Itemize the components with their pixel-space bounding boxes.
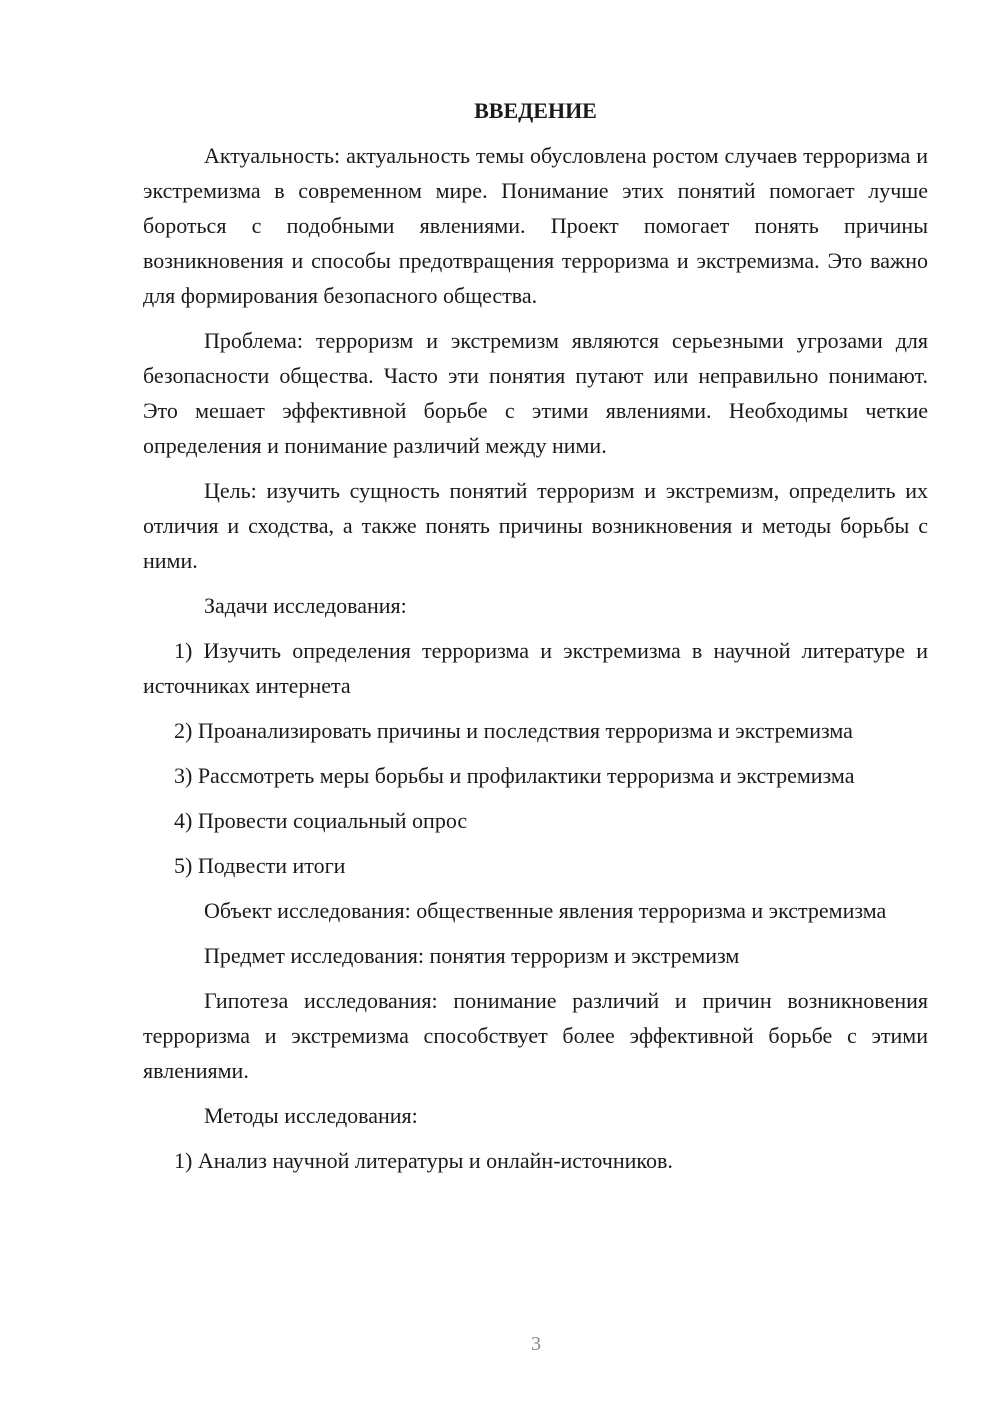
tasks-title: Задачи исследования: xyxy=(204,593,407,618)
object-paragraph: Объект исследования: общественные явления терроризма и экстремизма xyxy=(204,898,887,923)
page-content xyxy=(143,93,928,1188)
relevance-paragraph: Актуальность: актуальность темы обусловлена ростом случаев терроризма и экстремизма в современном мире. Понимание этих понятий помогает лучше бороться с подобными явлениями. Проект помогает понять причины возникновения и способы предотвращения терроризма и экстремизма. Это важно для формирования безопасного общества. xyxy=(143,143,928,308)
goal-paragraph: Цель: изучить сущность понятий терроризм и экстремизм, определить их отличия и сходства, а также понять причины возникновения и методы борьбы с ними. xyxy=(143,478,928,573)
section-heading: ВВЕДЕНИЕ xyxy=(474,98,597,123)
problem-paragraph: Проблема: терроризм и экстремизм являются серьезными угрозами для безопасности общества. Часто эти понятия путают или неправильно понимают. Это мешает эффективной борьбе с этими явлениями. Необходимы четкие определения и понимание различий между ними. xyxy=(143,328,928,458)
task-item-1: 1) Изучить определения терроризма и экстремизма в научной литературе и источниках интернета xyxy=(143,638,928,698)
task-item-2: 2) Проанализировать причины и последствия терроризма и экстремизма xyxy=(174,718,853,743)
task-item-4: 4) Провести социальный опрос xyxy=(174,808,468,833)
task-item-3: 3) Рассмотреть меры борьбы и профилактики терроризма и экстремизма xyxy=(174,763,855,788)
methods-title: Методы исследования: xyxy=(204,1103,418,1128)
method-item-1: 1) Анализ научной литературы и онлайн-источников. xyxy=(174,1148,673,1173)
hypothesis-paragraph: Гипотеза исследования: понимание различий и причин возникновения терроризма и экстремизма способствует более эффективной борьбе с этими явлениями. xyxy=(143,988,928,1083)
task-item-5: 5) Подвести итоги xyxy=(174,853,346,878)
subject-paragraph: Предмет исследования: понятия терроризм и экстремизм xyxy=(204,943,740,968)
page-number: 3 xyxy=(531,1333,541,1355)
